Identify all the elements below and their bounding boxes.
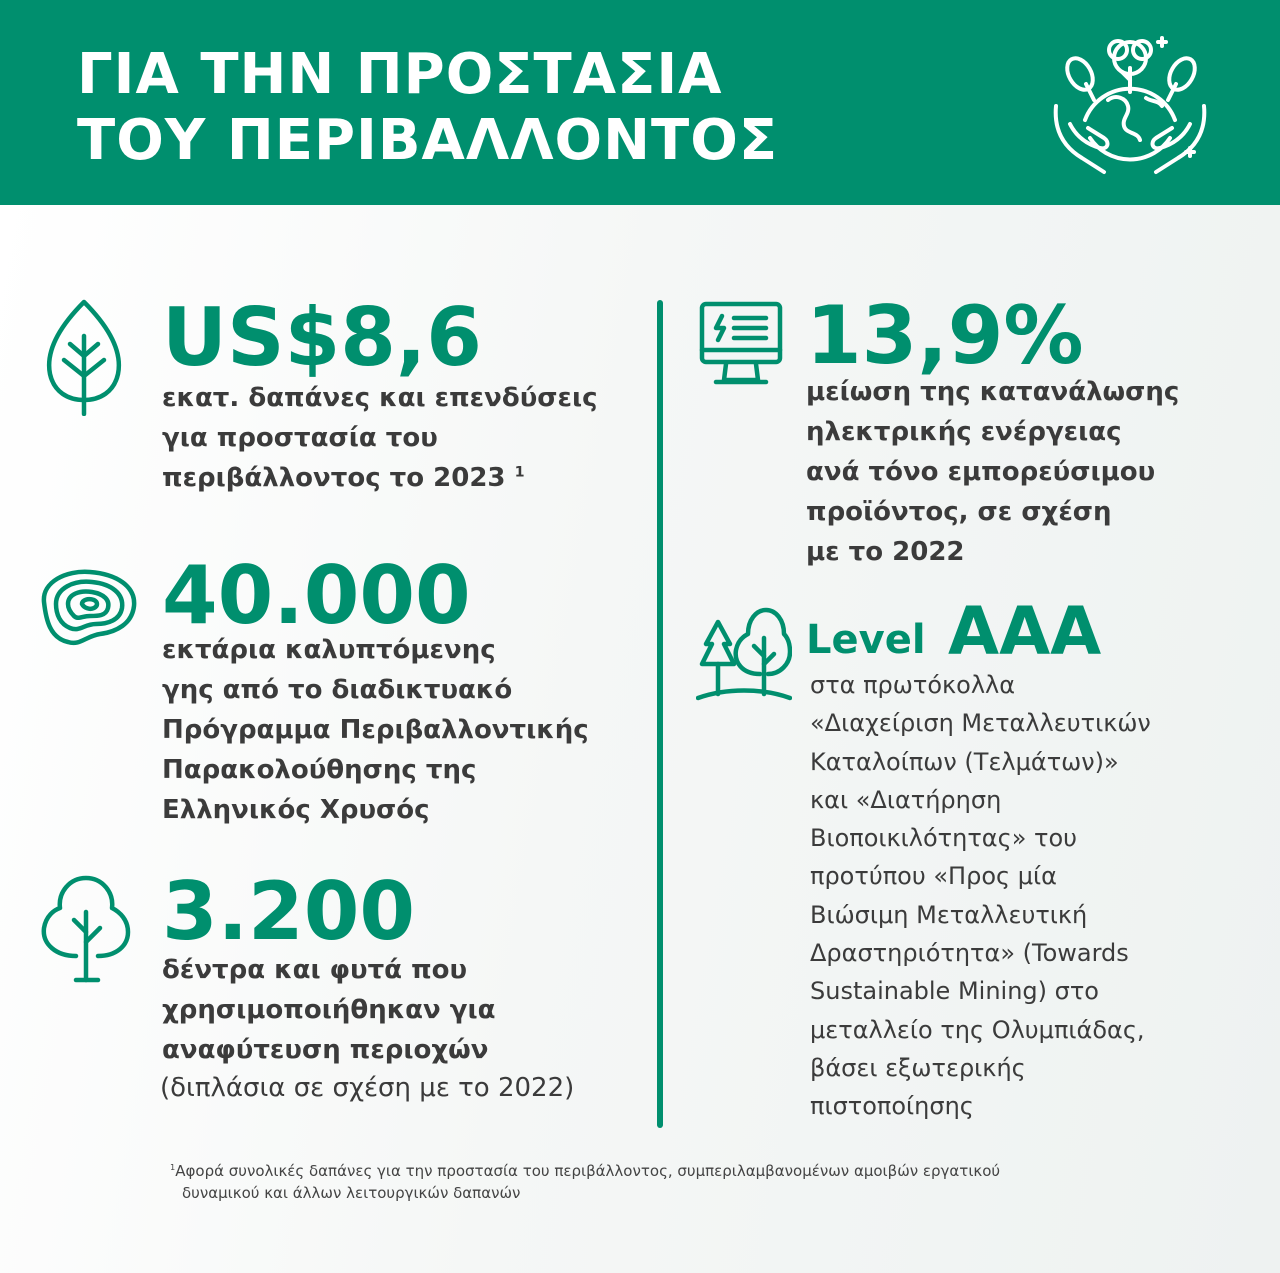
level-line-5: Βιοποικιλότητας» του [810,824,1078,853]
level-prefix: Level [806,617,926,663]
level-line-4: και «Διατήρηση [810,785,1002,814]
level-line-9: Sustainable Mining) στο [810,977,1099,1006]
footnote-line-1: Αφορά συνολικές δαπάνες για την προστασία του περιβάλλοντος, συμπεριλαμβανομένων αμοιβών εργατικού [175,1162,1001,1180]
level-description [810,666,1151,1126]
leaf-icon [42,296,126,416]
tree-icon [36,872,136,984]
spending-line-1: εκατ. δαπάνες και επενδύσεις [162,383,598,413]
spending-description [162,378,598,498]
area-description [162,630,589,830]
level-line-8: Δραστηριότητα» (Towards [810,939,1129,968]
spending-line-3: περιβάλλοντος το 2023 [162,463,506,493]
trees-line-2: χρησιμοποιήθηκαν για [162,995,496,1025]
energy-value: 13,9% [806,289,1084,382]
level-line-7: Βιώσιμη Μεταλλευτική [810,900,1088,929]
earth-hands-icon [1050,28,1210,180]
energy-line-4: προϊόντος, σε σχέση [806,497,1112,527]
area-value: 40.000 [162,549,471,642]
level-line-10: μεταλλείο της Ολυμπιάδας, [810,1015,1145,1044]
land-contour-icon [36,566,142,648]
level-value: AAA [948,593,1102,670]
forest-icon [696,602,792,704]
level-line-1: στα πρωτόκολλα [810,671,1016,699]
spending-line-2: για προστασία του [162,423,438,453]
footnote [170,1160,1000,1204]
level-line-2: «Διαχείριση Μεταλλευτικών [810,709,1151,738]
spending-value: US$8,6 [162,291,482,384]
title-line-2: ΤΟΥ ΠΕΡΙΒΑΛΛΟΝΤΟΣ [77,108,779,173]
energy-line-1: μείωση της κατανάλωσης [806,377,1180,407]
trees-description [162,950,496,1070]
header-banner [0,0,1280,205]
energy-line-5: με το 2022 [806,537,965,567]
level-line-3: Καταλοίπων (Τελμάτων)» [810,747,1119,776]
energy-description [806,372,1179,572]
energy-line-3: ανά τόνο εμπορεύσιμου [806,457,1156,487]
trees-value: 3.200 [162,865,416,958]
level-line-11: βάσει εξωτερικής [810,1053,1026,1082]
trees-line-1: δέντρα και φυτά που [162,955,468,985]
trees-note: (διπλάσια σε σχέση με το 2022) [160,1073,575,1103]
monitor-energy-icon [698,298,784,390]
area-line-1: εκτάρια καλυπτόμενης [162,635,496,665]
area-line-4: Παρακολούθησης της [162,755,477,785]
title-line-1: ΓΙΑ ΤΗΝ ΠΡΟΣΤΑΣΙΑ [77,42,723,107]
area-line-2: γης από το διαδικτυακό [162,675,513,705]
area-line-5: Ελληνικός Χρυσός [162,795,430,825]
level-line-12: πιστοποίησης [810,1092,974,1121]
page-title [77,42,778,174]
footnote-ref: 1 [514,464,525,481]
footnote-marker: 1 [170,1162,176,1172]
level-line-6: προτύπου «Προς μία [810,862,1057,891]
trees-line-3: αναφύτευση περιοχών [162,1035,489,1065]
energy-line-2: ηλεκτρικής ενέργειας [806,417,1122,447]
area-line-3: Πρόγραμμα Περιβαλλοντικής [162,715,589,745]
column-divider [657,300,663,1128]
footnote-line-2: δυναμικού και άλλων λειτουργικών δαπανών [182,1184,521,1202]
